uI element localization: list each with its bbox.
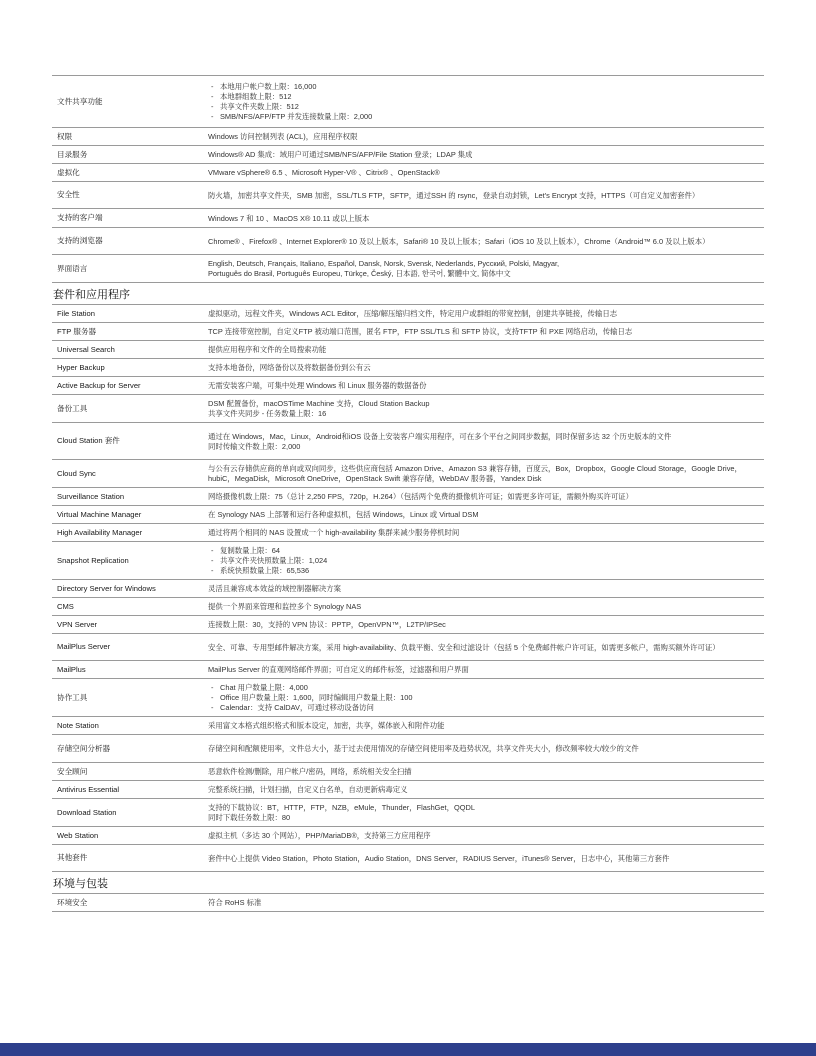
spec-value <box>204 740 764 757</box>
list-item: - Calendar：支持 CalDAV，可通过移动设备访问 <box>208 703 758 713</box>
spec-value <box>204 146 764 163</box>
spec-row <box>52 255 764 283</box>
spec-label: 协作工具 <box>57 692 88 702</box>
spec-row <box>52 182 764 209</box>
spec-value-line: 套件中心上提供 Video Station，Photo Station，Audio Station，DNS Server，RADIUS Server，iTunes® Server，日志中心，其他第三方套件 <box>208 853 670 863</box>
spec-label: CMS <box>57 601 74 611</box>
spec-label: Hyper Backup <box>57 362 105 372</box>
spec-value <box>204 598 764 615</box>
spec-row <box>52 524 764 542</box>
spec-label: 支持的客户端 <box>57 213 103 222</box>
spec-row <box>52 395 764 423</box>
spec-value-line: 符合 RoHS 标准 <box>208 898 262 907</box>
spec-value <box>204 763 764 780</box>
spec-value-line: TCP 连接带宽控制，自定义FTP 被动端口范围，匿名 FTP，FTP SSL/TLS 和 SFTP 协议，支持TFTP 和 PXE 网络启动，传输日志 <box>208 327 633 336</box>
spec-value-line: 虚拟主机（多达 30 个网站），PHP/MariaDB®，支持第三方应用程序 <box>208 831 431 840</box>
spec-value-line: Chrome® 、Firefox® 、Internet Explorer® 10 及以上版本，Safari® 10 及以上版本；Safari（iOS 10 及以上版本），Chrome（Android™ 6.0 及以上版本） <box>208 236 710 246</box>
spec-value-line: 支持的下载协议：BT，HTTP，FTP，NZB，eMule，Thunder，FlashGet，QQDL <box>208 803 475 812</box>
spec-value-line: 虚拟驱动，远程文件夹，Windows ACL Editor，压缩/解压缩归档文件，特定用户或群组的带宽控制，创建共享链接，传输日志 <box>208 309 618 318</box>
spec-label: 界面语言 <box>57 263 88 273</box>
spec-value <box>204 78 764 125</box>
list-item: - 本地用户帐户数上限：16,000 <box>208 82 758 92</box>
spec-row <box>52 735 764 763</box>
spec-value-line: Windows® AD 集成：域用户可通过SMB/NFS/AFP/File Station 登录；LDAP 集成 <box>208 150 473 159</box>
spec-label: 权限 <box>57 131 73 141</box>
spec-label: 虚拟化 <box>57 167 80 177</box>
spec-row <box>52 616 764 634</box>
spec-label: 安全顾问 <box>57 766 88 776</box>
spec-value-line: 同时传输文件数上限：2,000 <box>208 441 301 451</box>
spec-value <box>204 323 764 340</box>
list-item: - SMB/NFS/AFP/FTP 并发连接数量上限：2,000 <box>208 112 758 122</box>
spec-value <box>204 717 764 734</box>
spec-row <box>52 542 764 580</box>
spec-value <box>204 894 764 911</box>
spec-value-line: 连接数上限：30，支持的 VPN 协议：PPTP，OpenVPN™，L2TP/IPSec <box>208 620 446 629</box>
spec-value <box>204 580 764 597</box>
spec-value-line: 共享文件夹同步 - 任务数量上限：16 <box>208 409 327 418</box>
spec-value-line: MailPlus Server 的直观网络邮件界面；可自定义的邮件标签，过滤器和用户界面 <box>208 665 469 674</box>
spec-value-line: English, Deutsch, Français, Italiano, Español, Dansk, Norsk, Svensk, Nederlands, Русский, Polski, Magyar, <box>208 259 560 268</box>
spec-label: Note Station <box>57 720 99 730</box>
spec-label: Cloud Sync <box>57 468 96 478</box>
spec-value <box>204 661 764 678</box>
spec-label: MailPlus <box>57 664 86 674</box>
spec-row <box>52 488 764 506</box>
spec-row <box>52 893 764 912</box>
list-item: - Office 用户数量上限：1,600，同时编辑用户数量上限：100 <box>208 693 758 703</box>
spec-label: Universal Search <box>57 344 115 354</box>
spec-value <box>204 781 764 798</box>
spec-value <box>204 616 764 633</box>
spec-label: Active Backup for Server <box>57 380 141 390</box>
spec-value <box>204 233 764 250</box>
spec-value <box>204 210 764 227</box>
spec-row <box>52 598 764 616</box>
spec-row <box>52 359 764 377</box>
spec-value-line: 恶意软件检测/删除，用户帐户/密码，网络，系统相关安全扫描 <box>208 767 412 776</box>
spec-value <box>204 850 764 867</box>
spec-row <box>52 323 764 341</box>
spec-value-line: Windows 访问控制列表 (ACL)，应用程序权限 <box>208 132 358 141</box>
list-item: - 复制数量上限：64 <box>208 546 758 556</box>
spec-label: 其他套件 <box>57 853 88 862</box>
spec-row <box>52 763 764 781</box>
spec-label: 环境安全 <box>57 897 88 907</box>
spec-row <box>52 209 764 228</box>
list-item: - 共享文件夹快照数量上限：1,024 <box>208 556 758 566</box>
spec-row <box>52 164 764 182</box>
spec-value <box>204 187 764 204</box>
spec-label: High Availability Manager <box>57 527 143 537</box>
spec-value-line: DSM 配置备份，macOSTime Machine 支持，Cloud Station Backup <box>208 399 430 408</box>
spec-label: 目录服务 <box>57 149 88 159</box>
spec-value <box>204 506 764 523</box>
spec-row <box>52 827 764 845</box>
spec-value-line: 通过在 Windows，Mac，Linux，Android和iOS 设备上安装客户端实用程序，可在多个平台之间同步数据，同时保留多达 32 个历史版本的文件 <box>208 431 672 441</box>
spec-value <box>204 377 764 394</box>
spec-row <box>52 506 764 524</box>
spec-row <box>52 781 764 799</box>
spec-label: Surveillance Station <box>57 491 125 501</box>
spec-label: VPN Server <box>57 619 98 629</box>
spec-label: Download Station <box>57 807 117 817</box>
spec-row <box>52 460 764 488</box>
spec-value <box>204 395 764 422</box>
spec-row <box>52 146 764 164</box>
spec-row <box>52 580 764 598</box>
spec-value-line: 支持本地备份，网络备份以及将数据备份到公有云 <box>208 363 371 372</box>
spec-value-line: 同时下载任务数上限：80 <box>208 813 291 822</box>
spec-value <box>204 255 764 282</box>
spec-value-line: 完整系统扫描，计划扫描，自定义白名单，自动更新病毒定义 <box>208 785 408 794</box>
spec-value-list <box>208 683 758 713</box>
spec-row <box>52 799 764 827</box>
spec-label: Antivirus Essential <box>57 784 120 794</box>
spec-value <box>204 428 764 455</box>
spec-row <box>52 304 764 323</box>
spec-value <box>204 542 764 579</box>
spec-value-line: 灵活且兼容成本效益的域控制器解决方案 <box>208 584 342 593</box>
spec-row <box>52 128 764 146</box>
spec-value <box>204 305 764 322</box>
spec-value-line: 存储空间和配额使用率，文件总大小，基于过去使用情况的存储空间使用率及趋势状况，共享文件夹大小，修改频率较大/较少的文件 <box>208 744 639 753</box>
spec-label: File Station <box>57 308 95 318</box>
spec-label: Snapshot Replication <box>57 555 129 565</box>
spec-value-line: 提供应用程序和文件的全局搜索功能 <box>208 345 327 354</box>
list-item: - 共享文件夹数上限：512 <box>208 102 758 112</box>
spec-label: FTP 服务器 <box>57 326 97 336</box>
list-item: - 系统快照数量上限：65,536 <box>208 566 758 576</box>
spec-value-line: 网络摄像机数上限：75（总计 2,250 FPS，720p，H.264）（包括两个免费的摄像机许可证；如需更多许可证，需额外购买许可证） <box>208 492 634 501</box>
spec-value <box>204 164 764 181</box>
section-title: 环境与包装 <box>53 878 108 890</box>
spec-value-list <box>208 546 758 576</box>
spec-label: 文件共享功能 <box>57 96 103 106</box>
spec-value-line: 无需安装客户端，可集中处理 Windows 和 Linux 服务器的数据备份 <box>208 381 427 390</box>
spec-label: MailPlus Server <box>57 642 111 651</box>
spec-value-line: 防火墙，加密共享文件夹，SMB 加密，SSL/TLS FTP，SFTP，通过SSH 的 rsync，登录自动封锁，Let's Encrypt 支持，HTTPS（可自定义加密套件） <box>208 190 700 200</box>
spec-row <box>52 679 764 717</box>
spec-value <box>204 679 764 716</box>
spec-value <box>204 488 764 505</box>
spec-table <box>52 75 764 283</box>
section-title: 套件和应用程序 <box>53 289 130 301</box>
spec-row <box>52 75 764 128</box>
spec-label: 安全性 <box>57 190 80 199</box>
spec-label: Web Station <box>57 830 99 840</box>
spec-value-line: 提供一个界面来管理和监控多个 Synology NAS <box>208 602 362 611</box>
footer-bar <box>0 1043 816 1056</box>
spec-row <box>52 228 764 255</box>
list-item: - 本地群组数上限：512 <box>208 92 758 102</box>
list-item: - Chat 用户数量上限：4,000 <box>208 683 758 693</box>
spec-value-line: Português do Brasil, Português Europeu, Türkçe, Český, 日本語, 한국어, 繁體中文, 简体中文 <box>208 269 511 278</box>
spec-value-list <box>208 82 758 122</box>
spec-row <box>52 717 764 735</box>
spec-label: 备份工具 <box>57 403 88 413</box>
spec-label: Virtual Machine Manager <box>57 509 142 519</box>
spec-label: 支持的浏览器 <box>57 236 103 245</box>
spec-value <box>204 799 764 826</box>
spec-value <box>204 827 764 844</box>
spec-table <box>52 893 764 912</box>
spec-value <box>204 128 764 145</box>
spec-label: Directory Server for Windows <box>57 583 156 593</box>
spec-table <box>52 304 764 872</box>
spec-row <box>52 423 764 460</box>
spec-value <box>204 359 764 376</box>
spec-value <box>204 460 764 487</box>
spec-label: 存储空间分析器 <box>57 743 111 753</box>
spec-value <box>204 341 764 358</box>
spec-value-line: 与公有云存储供应商的单向或双向同步，这些供应商包括 Amazon Drive、Amazon S3 兼容存储，百度云，Box，Dropbox，Google Cloud Storage，Google Drive，hubiC，MegaDisk，Microsoft OneDrive，OpenStack Swift 兼容存储，WebDAV 服务器，Yandex Disk <box>208 464 742 483</box>
spec-value <box>204 524 764 541</box>
spec-value-line: 安全、可靠、专用型邮件解决方案，采用 high-availability、负载平衡、安全和过滤设计（包括 5 个免费邮件帐户许可证，如需更多帐户，需购买额外许可证） <box>208 642 720 652</box>
spec-label: Cloud Station 套件 <box>57 436 120 445</box>
spec-value <box>204 639 764 656</box>
spec-value-line: 在 Synology NAS 上部署和运行各种虚拟机，包括 Windows，Linux 或 Virtual DSM <box>208 510 479 519</box>
spec-row <box>52 845 764 872</box>
spec-value-line: VMware vSphere® 6.5 、Microsoft Hyper-V® 、Citrix® 、OpenStack® <box>208 168 440 177</box>
spec-row <box>52 377 764 395</box>
spec-row <box>52 634 764 661</box>
spec-value-line: 采用富文本格式组织格式和版本设定，加密，共享，媒体嵌入和附件功能 <box>208 721 445 730</box>
spec-row <box>52 341 764 359</box>
spec-row <box>52 661 764 679</box>
spec-value-line: Windows 7 和 10 、MacOS X® 10.11 或以上版本 <box>208 213 370 223</box>
spec-document <box>52 75 764 912</box>
spec-value-line: 通过将两个相同的 NAS 设置成一个 high-availability 集群来减少服务停机时间 <box>208 528 460 537</box>
